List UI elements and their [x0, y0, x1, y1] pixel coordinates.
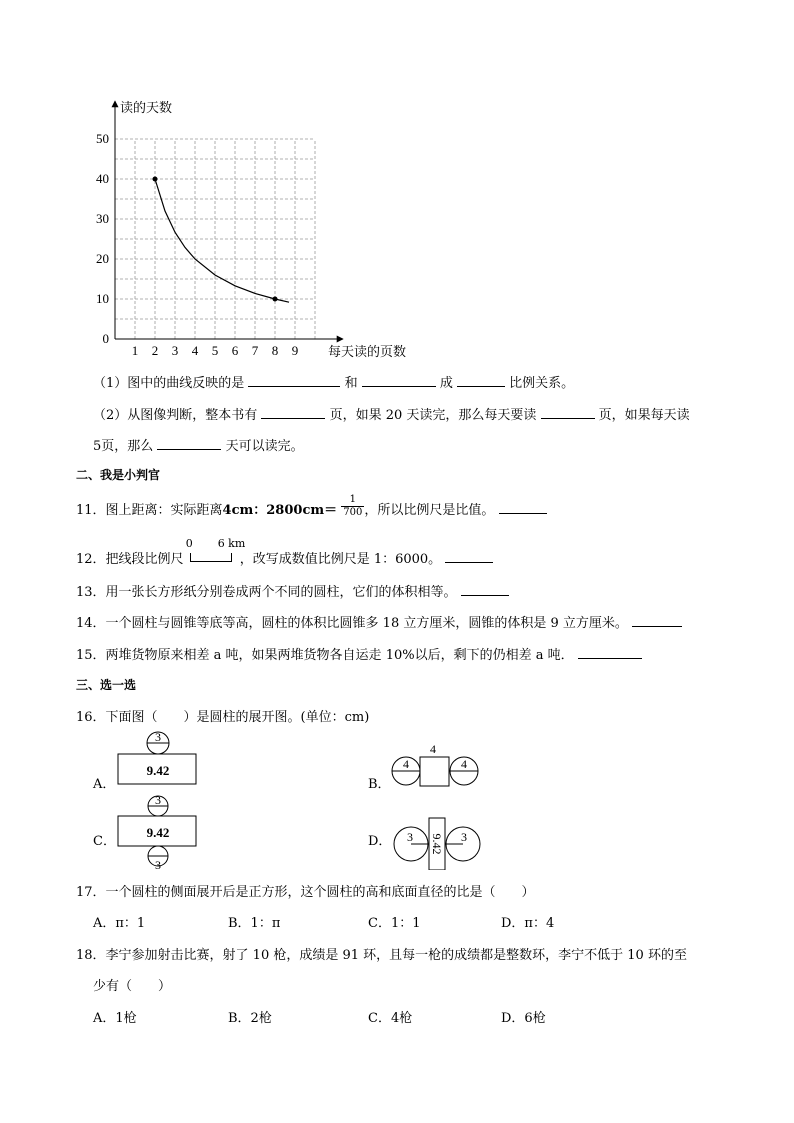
- data-point: [273, 297, 278, 302]
- svg-text:3: 3: [155, 858, 161, 872]
- chart-axes: [115, 101, 343, 339]
- option-b-figure[interactable]: [388, 740, 488, 790]
- option-a-figure[interactable]: [115, 728, 200, 788]
- q12: 12．把线段比例尺 0 6 km ，改写成数值比例尺是 1：6000。: [76, 548, 493, 567]
- y-tick-label: 40: [96, 171, 109, 186]
- q10-part2-line2: 5页，那么 天可以读完。: [93, 439, 304, 454]
- option-letter[interactable]: C．: [93, 834, 116, 849]
- svg-text:3: 3: [155, 730, 161, 744]
- answer-blank[interactable]: [499, 501, 547, 514]
- q18: 18．李宁参加射击比赛，射了 10 枪，成绩是 91 环，且每一枪的成绩都是整数环，李宁不低于 10 环的至: [76, 948, 687, 963]
- svg-text:9.42: 9.42: [146, 763, 170, 778]
- y-tick-label: 50: [96, 131, 109, 146]
- q10-part2: （2）从图像判断，整本书有 页，如果 20 天读完，那么每天要读 页，如果每天读: [93, 408, 690, 423]
- y-tick-label: 30: [96, 211, 109, 226]
- data-point: [153, 177, 158, 182]
- option-c[interactable]: C．1：1: [368, 916, 421, 931]
- option-d-figure[interactable]: [392, 814, 492, 870]
- x-tick-label: 9: [291, 343, 299, 358]
- option-a[interactable]: A．π：1: [93, 916, 146, 931]
- answer-blank[interactable]: [457, 374, 505, 387]
- svg-text:4: 4: [461, 757, 467, 771]
- option-b[interactable]: B．2枪: [228, 1011, 272, 1026]
- answer-blank[interactable]: [362, 374, 436, 387]
- chart-grid: [115, 139, 315, 339]
- x-axis-label: 每天读的页数: [328, 344, 407, 359]
- q17: 17．一个圆柱的侧面展开后是正方形，这个圆柱的高和底面直径的比是（ ）: [76, 885, 535, 900]
- svg-text:3: 3: [461, 830, 467, 844]
- fraction: $\frac{1}{700}$: [343, 494, 363, 518]
- q15: 15．两堆货物原来相差 a 吨，如果两堆货物各自运走 10%以后，剩下的仍相差 a 吨．: [76, 644, 642, 663]
- option-letter[interactable]: D．: [368, 834, 392, 849]
- q10-part1: （1）图中的曲线反映的是 和 成 比例关系。: [93, 376, 575, 391]
- answer-blank[interactable]: [248, 374, 340, 387]
- q11: 11．图上距离：实际距离4cm：2800cm＝ $\frac{1}{700}$ ，所以比例尺是比值。: [76, 499, 547, 529]
- x-tick-label: 6: [231, 343, 239, 358]
- answer-blank[interactable]: [157, 437, 221, 450]
- section-heading: 二、我是小判官: [76, 468, 161, 482]
- svg-text:4: 4: [403, 757, 409, 771]
- q16: 16．下面图（ ）是圆柱的展开图。(单位：cm): [76, 710, 370, 725]
- option-c-figure[interactable]: [115, 792, 200, 872]
- answer-blank[interactable]: [578, 646, 642, 659]
- answer-blank[interactable]: [461, 583, 509, 596]
- svg-text:9.42: 9.42: [430, 833, 444, 855]
- option-d[interactable]: D．6枪: [501, 1011, 546, 1026]
- x-tick-label: 4: [191, 343, 199, 358]
- q14: 14．一个圆柱与圆锥等底等高，圆柱的体积比圆锥多 18 立方厘米，圆锥的体积是 9 立方厘米。: [76, 612, 682, 631]
- svg-text:4: 4: [430, 742, 436, 756]
- x-tick-label: 1: [131, 343, 139, 358]
- option-letter[interactable]: A．: [93, 777, 116, 792]
- chart-ticks: [96, 131, 298, 358]
- svg-text:9.42: 9.42: [146, 825, 170, 840]
- section-heading: 三、选一选: [76, 678, 137, 692]
- option-c[interactable]: C．4枪: [368, 1011, 413, 1026]
- y-axis-label: 读的天数: [120, 100, 173, 115]
- x-tick-label: 7: [251, 343, 259, 358]
- answer-blank[interactable]: [632, 614, 682, 627]
- line-scale: 0 6 km: [188, 549, 240, 563]
- x-tick-label: 2: [151, 343, 159, 358]
- option-letter[interactable]: B．: [368, 777, 391, 792]
- x-tick-label: 3: [171, 343, 179, 358]
- option-d[interactable]: D．π：4: [501, 916, 555, 931]
- option-b[interactable]: B．1：π: [228, 916, 281, 931]
- q13: 13．用一张长方形纸分别卷成两个不同的圆柱，它们的体积相等。: [76, 581, 509, 600]
- y-tick-label: 0: [102, 331, 109, 346]
- x-tick-label: 8: [271, 343, 279, 358]
- answer-blank[interactable]: [445, 550, 493, 563]
- answer-blank[interactable]: [261, 406, 325, 419]
- x-tick-label: 5: [211, 343, 219, 358]
- reading-chart: [80, 90, 440, 370]
- answer-blank[interactable]: [541, 406, 595, 419]
- svg-text:3: 3: [155, 793, 161, 807]
- y-tick-label: 20: [96, 251, 109, 266]
- option-a[interactable]: A．1枪: [93, 1011, 137, 1026]
- svg-text:3: 3: [407, 830, 413, 844]
- y-tick-label: 10: [96, 291, 109, 306]
- q18-line2: 少有（ ）: [93, 979, 172, 994]
